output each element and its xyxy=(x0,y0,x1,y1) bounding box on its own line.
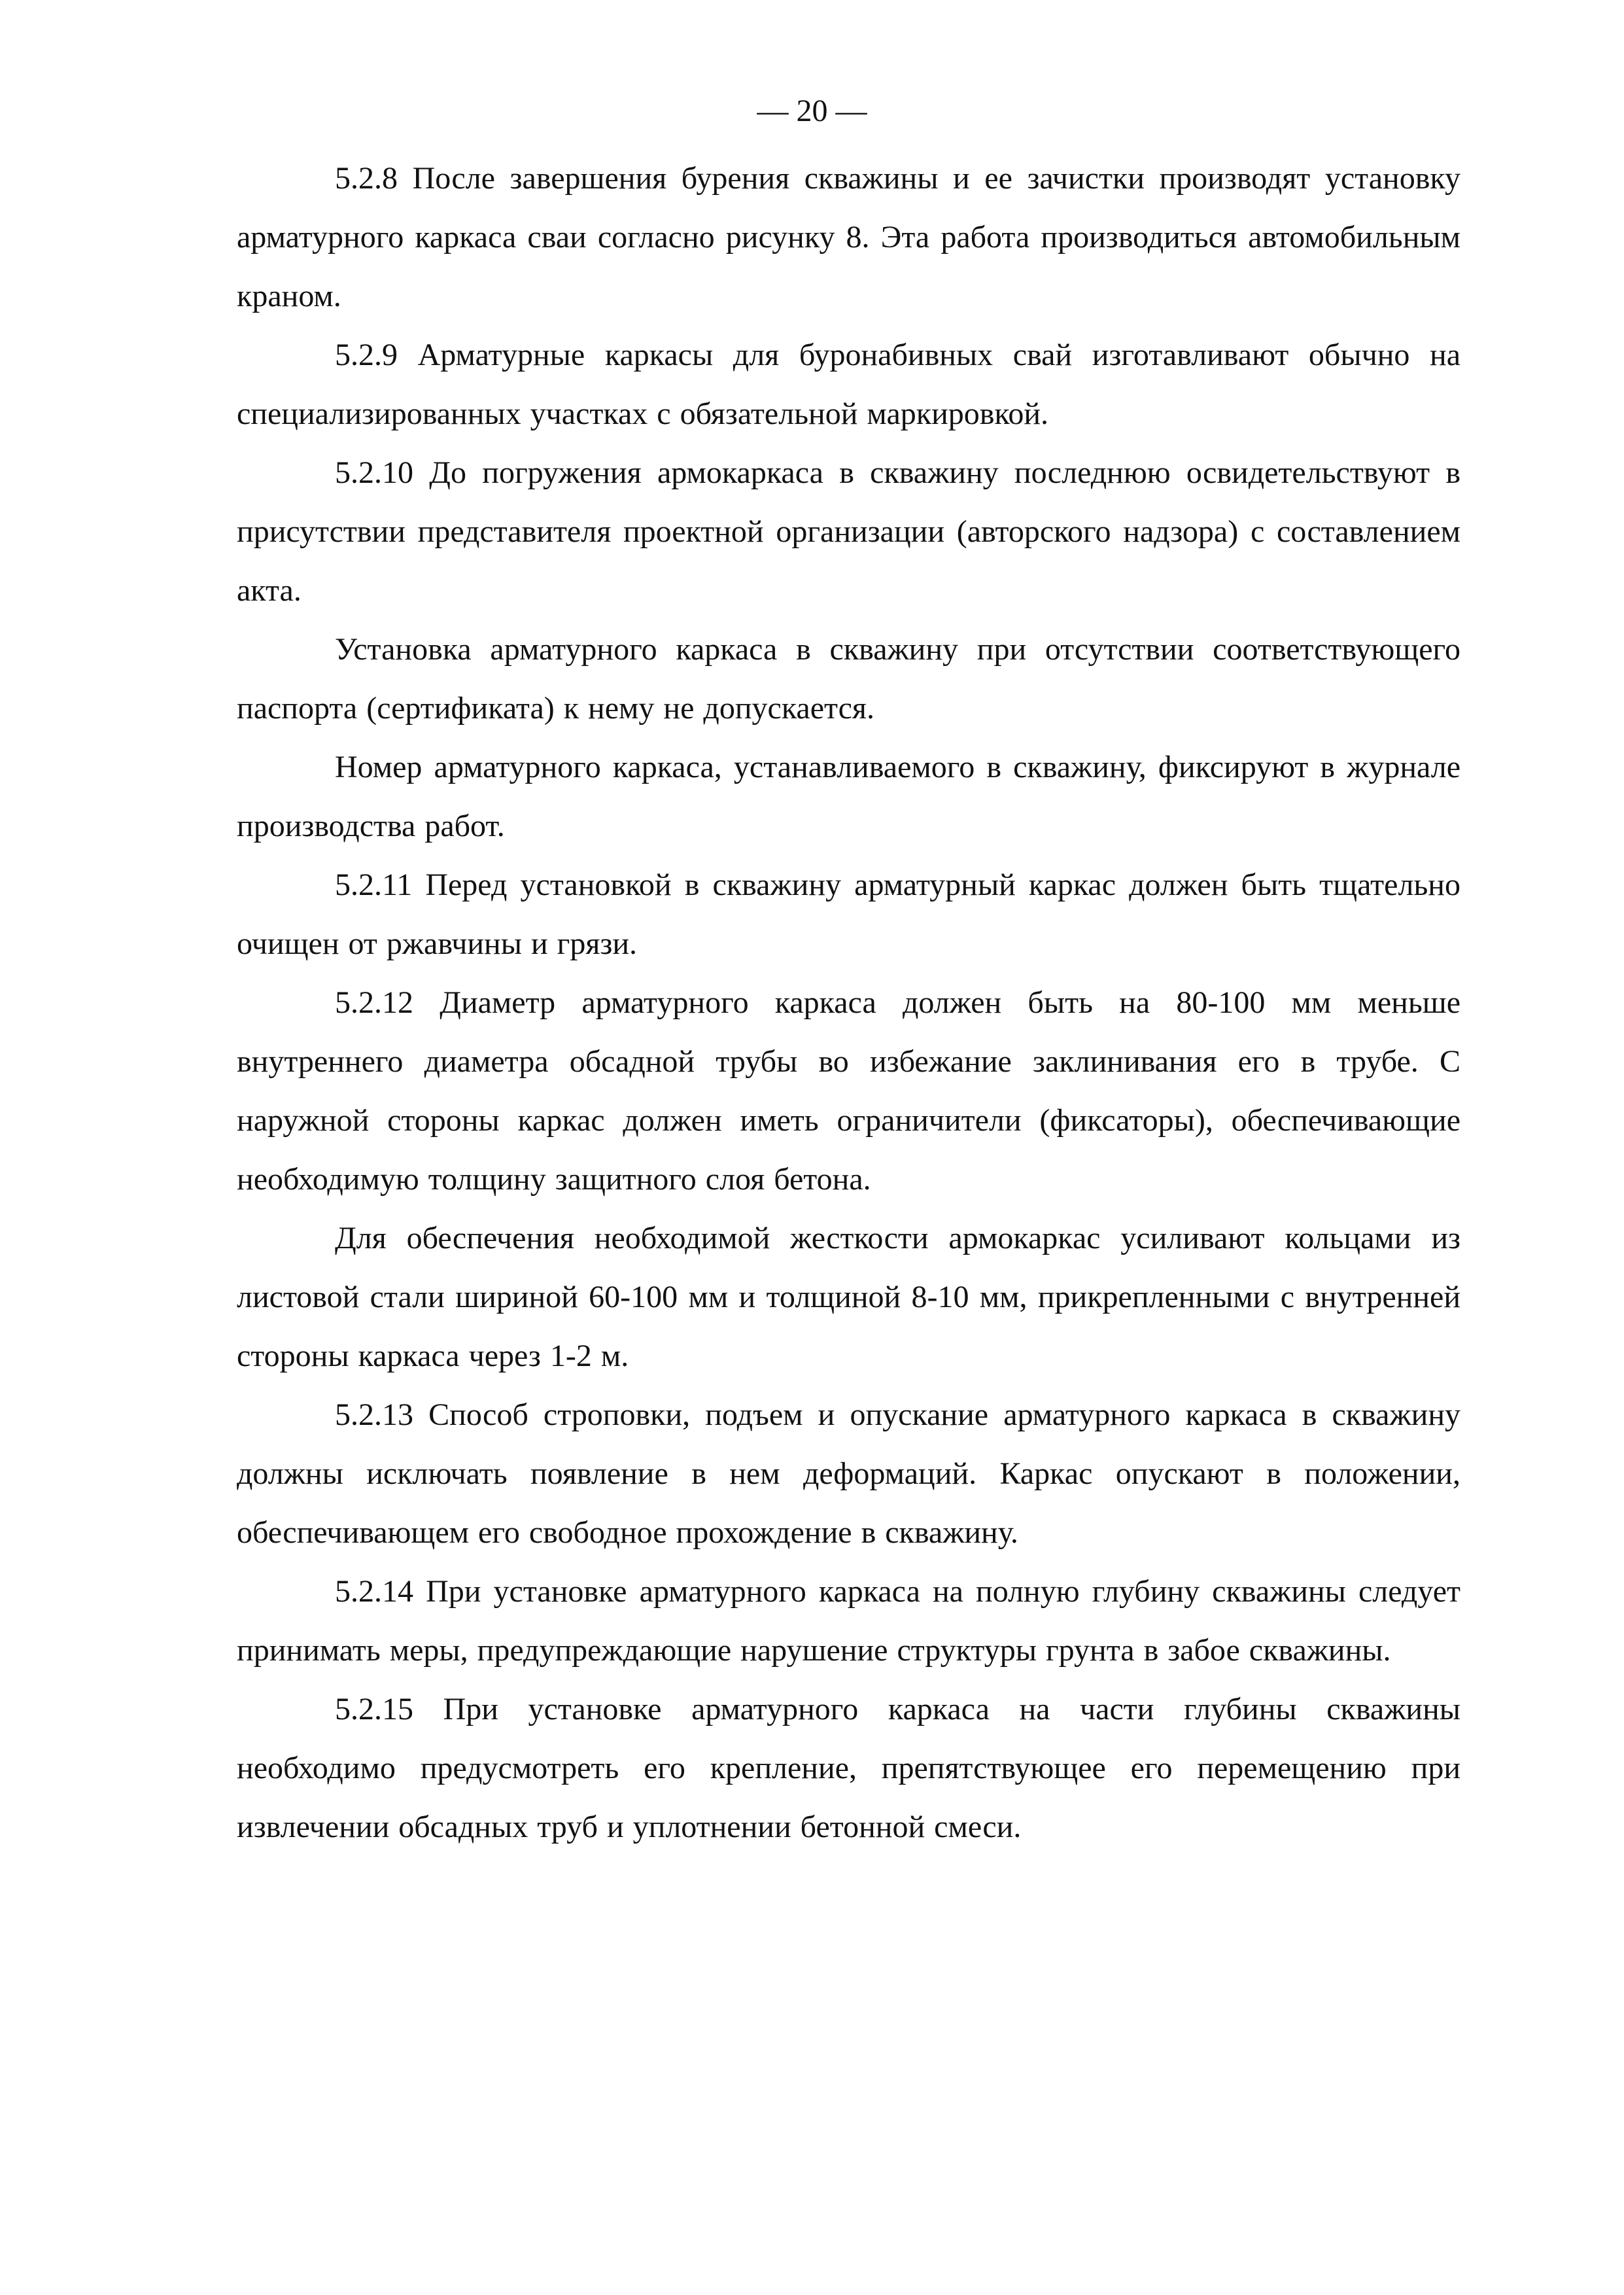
paragraph-5-2-8: 5.2.8 После завершения бурения скважины и ее зачистки производят установку арматурного каркаса сваи согласно рисунку 8. Эта работа производиться автомобильным краном. xyxy=(237,161,1460,313)
paragraph-5-2-15: 5.2.15 При установке арматурного каркаса на части глубины скважины необходимо предусмотреть его крепление, препятствующее его перемещению при извлечении обсадных труб и уплотнении бетонной смеси. xyxy=(237,1692,1460,1844)
paragraph-5-2-13: 5.2.13 Способ строповки, подъем и опускание арматурного каркаса в скважину должны исключать появление в нем деформаций. Каркас опускают в положении, обеспечивающем его свободное прохождение в скважину. xyxy=(237,1397,1460,1550)
paragraph-5-2-10: 5.2.10 До погружения армокаркаса в скважину последнюю освидетельствуют в присутствии представителя проектной организации (авторского надзора) с составлением акта. xyxy=(237,455,1460,608)
paragraph-5-2-9: 5.2.9 Арматурные каркасы для буронабивных свай изготавливают обычно на специализированных участках с обязательной маркировкой. xyxy=(237,338,1460,431)
paragraph-5-2-12: 5.2.12 Диаметр арматурного каркаса должен быть на 80-100 мм меньше внутреннего диаметра обсадной трубы во избежание заклинивания его в трубе. С наружной стороны каркас должен иметь ограничители (фиксаторы), обеспечивающие необходимую толщину защитного слоя бетона. xyxy=(237,985,1460,1197)
paragraph-cage-number: Номер арматурного каркаса, устанавливаемого в скважину, фиксируют в журнале производства работ. xyxy=(237,750,1460,843)
page-number: — 20 — xyxy=(757,94,867,128)
paragraph-rigidity-rings: Для обеспечения необходимой жесткости армокаркас усиливают кольцами из листовой стали шириной 60-100 мм и толщиной 8-10 мм, прикрепленными с внутренней стороны каркаса через 1-2 м. xyxy=(237,1221,1460,1373)
paragraph-passport-requirement: Установка арматурного каркаса в скважину при отсутствии соответствующего паспорта (сертификата) к нему не допускается. xyxy=(237,632,1460,726)
paragraph-5-2-11: 5.2.11 Перед установкой в скважину арматурный каркас должен быть тщательно очищен от ржавчины и грязи. xyxy=(237,867,1460,961)
paragraph-5-2-14: 5.2.14 При установке арматурного каркаса на полную глубину скважины следует принимать меры, предупреждающие нарушение структуры грунта в забое скважины. xyxy=(237,1574,1460,1668)
document-body xyxy=(237,149,1460,1857)
